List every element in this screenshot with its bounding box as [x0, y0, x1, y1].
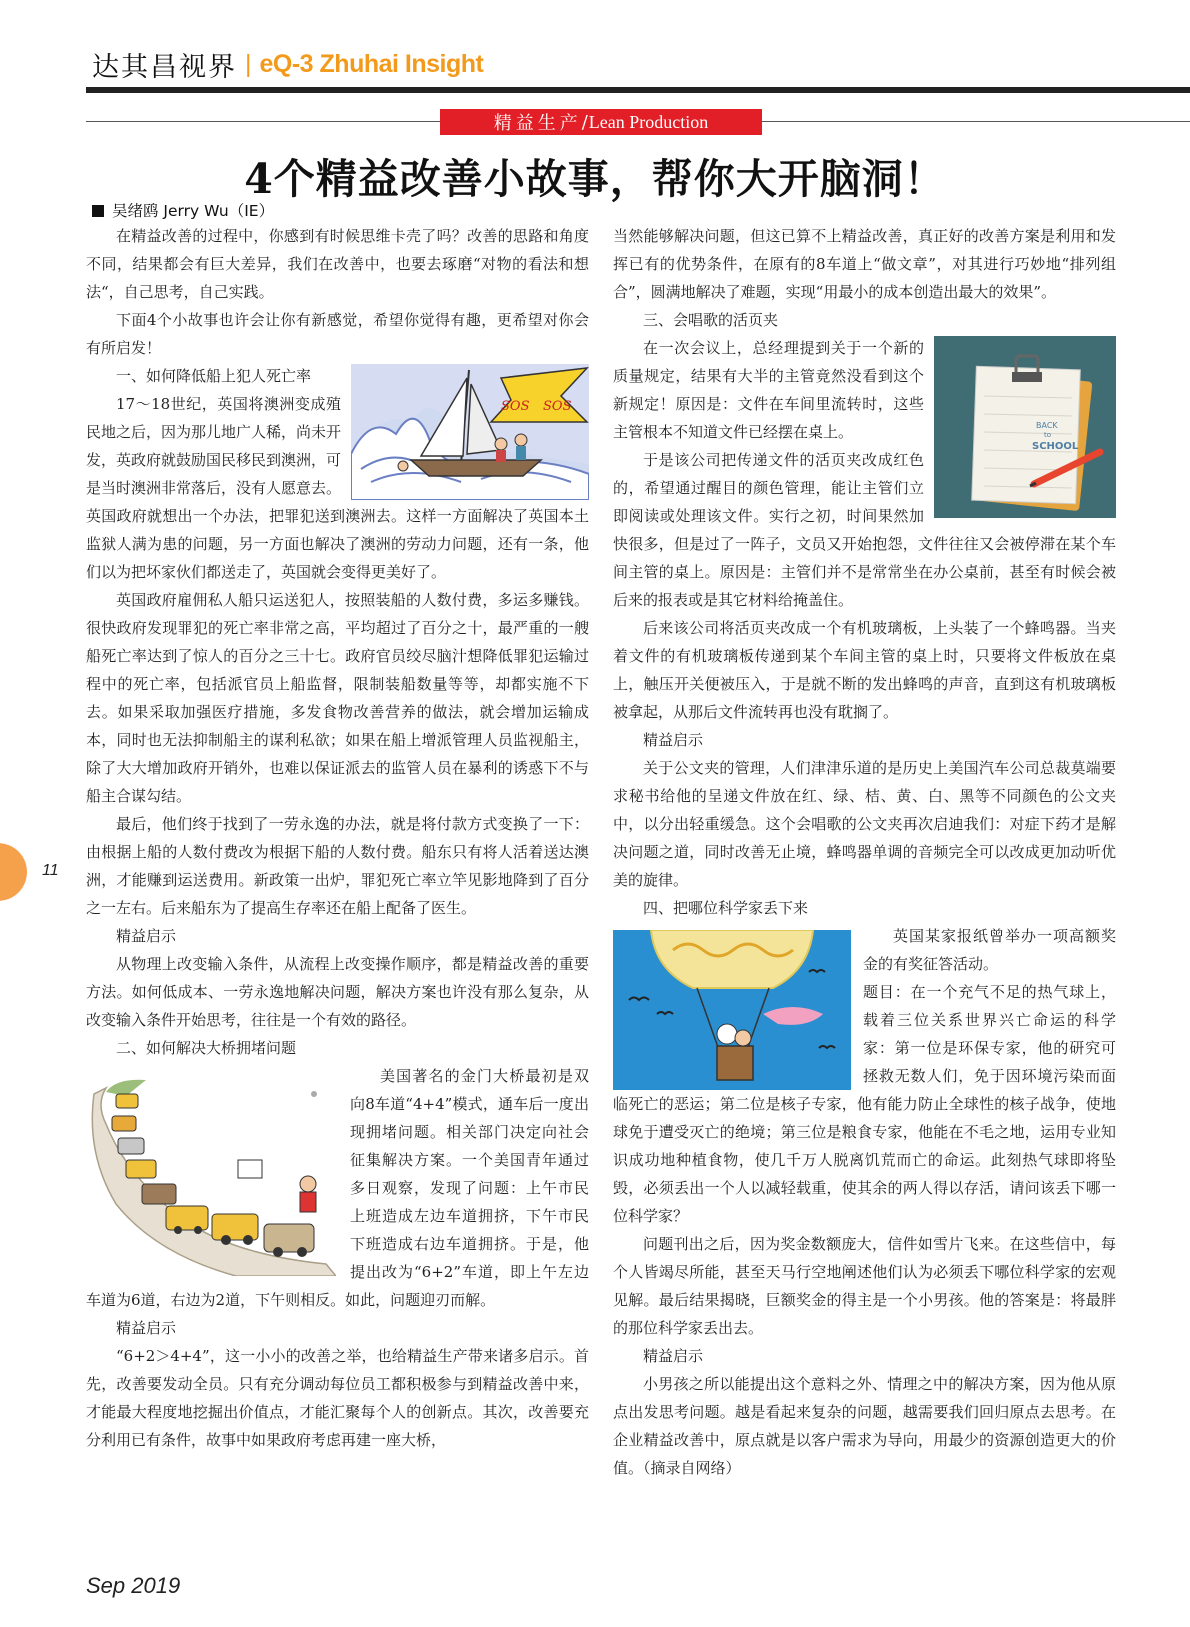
sinking-ship-illustration — [351, 364, 589, 500]
paragraph: 后来该公司将活页夹改成一个有机玻璃板，上头装了一个蜂鸣器。当夹着文件的有机玻璃板传递到某个车间主管的桌上时，只要将文件板放在桌上，触压开关便被压入，于是就不断的发出蜂鸣的声音，直到这有机玻璃板被拿起，从那后文件流转再也没有耽搁了。 — [613, 619, 1116, 721]
paragraph: 17～18世纪，英国将澳洲变成殖民地之后，因为那儿地广人稀，尚未开发，英政府就鼓励国民移民到澳洲，可是当时澳洲非常落后，没有人愿意去。英国政府就想出一个办法，把罪犯送到澳洲去。这样一方面解决了英国本土监狱人满为患的问题，另一方面也解决了澳洲的劳动力问题，还有一条，他们以为把坏家伙们都送走了，英国就会变得更美好了。 — [86, 395, 589, 581]
paragraph: “6+2＞4+4”，这一小小的改善之举，也给精益生产带来诸多启示。首先，改善要发动全员。只有充分调动每位员工都积极参与到精益改善中来，才能最大程度地挖掘出价值点，才能汇聚每个人的创新点。其次，改善要充分利用已有条件，故事中如果政府考虑再建一座大桥， — [86, 1347, 589, 1449]
issue-date: Sep 2019 — [86, 1573, 181, 1598]
sos-label-1: SOS — [501, 399, 530, 414]
to-label: to — [1044, 431, 1052, 439]
section-label-en: Lean Production — [588, 111, 709, 132]
header-rule — [86, 87, 1190, 93]
section-label-cn: 精益生产 — [493, 113, 582, 134]
hot-air-balloon-illustration — [613, 930, 851, 1090]
section-heading: 三、会唱歌的活页夹 — [643, 311, 779, 329]
paragraph: 小男孩之所以能提出这个意料之外、情理之中的解决方案，因为他从原点出发思考问题。越是看起来复杂的问题，越需要我们回归原点去思考。在企业精益改善中，原点就是以客户需求为导向，用最少的资源创造更大的价值。（摘录自网络） — [613, 1375, 1116, 1477]
author-line — [92, 199, 274, 221]
section-tag — [440, 109, 762, 135]
section-heading: 一、如何降低船上犯人死亡率 — [116, 367, 312, 385]
brand-cn: 达其昌视界 — [92, 51, 237, 83]
left-column — [86, 222, 589, 1454]
section-heading: 四、把哪位科学家丢下来 — [643, 899, 809, 917]
paragraph: 美国著名的金门大桥最初是双向8车道“4+4”模式，通车后一度出现拥堵问题。相关部门决定向社会征集解决方案。一个美国青年通过多日观察，发现了问题：上午市民上班造成左边车道拥挤，下午市民下班造成右边车道拥挤。于是，他提出改为“6+2”车道，即上午左边车道为6道，右边为2道，下午则相反。如此，问题迎刃而解。 — [86, 1067, 589, 1309]
brand-separator: | — [245, 49, 252, 78]
section-slash: / — [581, 111, 589, 133]
notebook-illustration — [934, 336, 1116, 518]
paragraph: 题目：在一个充气不足的热气球上，载着三位关系世界兴亡命运的科学家：第一位是环保专家，他的研究可拯救无数人们，免于因环境污染而面临死亡的恶运；第二位是核子专家，他有能力防止全球性的核子战争，使地球免于遭受灭亡的绝境；第三位是粮食专家，他能在不毛之地，运用专业知识成功地种植食物，使几千万人脱离饥荒而亡的命运。此刻热气球即将坠毁，必须丢出一个人以减轻载重，使其余的两人得以存活，请问该丢下哪一位科学家？ — [613, 983, 1116, 1225]
paragraph: 英国某家报纸曾举办一项高额奖金的有奖征答活动。 — [863, 927, 1116, 973]
paragraph: 最后，他们终于找到了一劳永逸的办法，就是将付款方式变换了一下：由根据上船的人数付费改为根据下船的人数付费。船东只有将人活着送达澳洲，才能赚到运送费用。新政策一出炉，罪犯死亡率立竿见影地降到了百分之一左右。后来船东为了提高生存率还在船上配备了医生。 — [86, 815, 589, 917]
author-square-icon — [92, 205, 104, 217]
section-heading: 二、如何解决大桥拥堵问题 — [116, 1039, 297, 1057]
insight-heading: 精益启示 — [643, 1347, 704, 1365]
paragraph: 从物理上改变输入条件，从流程上改变操作顺序，都是精益改善的重要方法。如何低成本、一劳永逸地解决问题，解决方案也许没有那么复杂，从改变输入条件开始思考，往往是一个有效的路径。 — [86, 955, 589, 1029]
page-tab — [0, 843, 27, 901]
traffic-jam-illustration — [86, 1064, 336, 1276]
paragraph: 在一次会议上，总经理提到关于一个新的质量规定，结果有大半的主管竟然没看到这个新规定！原因是：文件在车间里流转时，这些主管根本不知道文件已经摆在桌上。 — [613, 339, 924, 441]
paragraph: 问题刊出之后，因为奖金数额庞大，信件如雪片飞来。在这些信中，每个人皆竭尽所能，甚至天马行空地阐述他们认为必须丢下哪位科学家的宏观见解。最后结果揭晓，巨额奖金的得主是一个小男孩。他的答案是：将最胖的那位科学家丢出去。 — [613, 1235, 1116, 1337]
insight-heading: 精益启示 — [116, 1319, 177, 1337]
brand-en: eQ-3 Zhuhai Insight — [259, 49, 484, 78]
paragraph: 于是该公司把传递文件的活页夹改成红色的，希望通过醒目的颜色管理，能让主管们立即阅读或处理该文件。实行之初，时间果然加快很多，但是过了一阵子，文员又开始抱怨，文件往往又会被停滞在某个车间主管的桌上。原因是：主管们并不是常常坐在办公桌前，甚至有时候会被后来的报表或是其它材料给掩盖住。 — [613, 451, 1116, 609]
back-label: BACK — [1036, 421, 1058, 430]
paragraph: 下面4个小故事也许会让你有新感觉，希望你觉得有趣，更希望对你会有所启发！ — [86, 311, 589, 357]
school-label: SCHOOL — [1032, 441, 1079, 452]
magazine-header — [92, 44, 483, 84]
right-column — [613, 222, 1116, 1482]
insight-heading: 精益启示 — [643, 731, 704, 749]
paragraph: 当然能够解决问题，但这已算不上精益改善，真正好的改善方案是利用和发挥已有的优势条件，在原有的8车道上“做文章”，对其进行巧妙地“排列组合”，圆满地解决了难题，实现“用最小的成本创造出最大的效果”。 — [613, 227, 1116, 301]
paragraph: 关于公文夹的管理，人们津津乐道的是历史上美国汽车公司总裁莫端要求秘书给他的呈递文件放在红、绿、桔、黄、白、黑等不同颜色的公文夹中，以分出轻重缓急。这个会唱歌的公文夹再次启迪我们：对症下药才是解决问题之道，同时改善无止境，蜂鸣器单调的音频完全可以改成更加动听优美的旋律。 — [613, 759, 1116, 889]
article-title: 4个精益改善小故事，帮你大开脑洞！ — [244, 155, 946, 203]
page-number: 11 — [42, 862, 59, 879]
sos-label-2: SOS — [543, 399, 572, 414]
author-name: 吴绪鸥 Jerry Wu（IE） — [112, 202, 275, 220]
paragraph: 在精益改善的过程中，你感到有时候思维卡壳了吗？改善的思路和角度不同，结果都会有巨大差异，我们在改善中，也要去琢磨“对物的看法和想法“，自己思考，自己实践。 — [86, 227, 589, 301]
insight-heading: 精益启示 — [116, 927, 177, 945]
paragraph: 英国政府雇佣私人船只运送犯人，按照装船的人数付费，多运多赚钱。很快政府发现罪犯的死亡率非常之高，平均超过了百分之十，最严重的一艘船死亡率达到了惊人的百分之三十七。政府官员绞尽脑汁想降低罪犯运输过程中的死亡率，包括派官员上船监督，限制装船数量等等，却都实施不下去。如果采取加强医疗措施，多发食物改善营养的做法，就会增加运输成本，同时也无法抑制船主的谋利私欲；如果在船上增派管理人员监视船主，除了大大增加政府开销外，也难以保证派去的监管人员在暴利的诱惑下不与船主合谋勾结。 — [86, 591, 589, 805]
